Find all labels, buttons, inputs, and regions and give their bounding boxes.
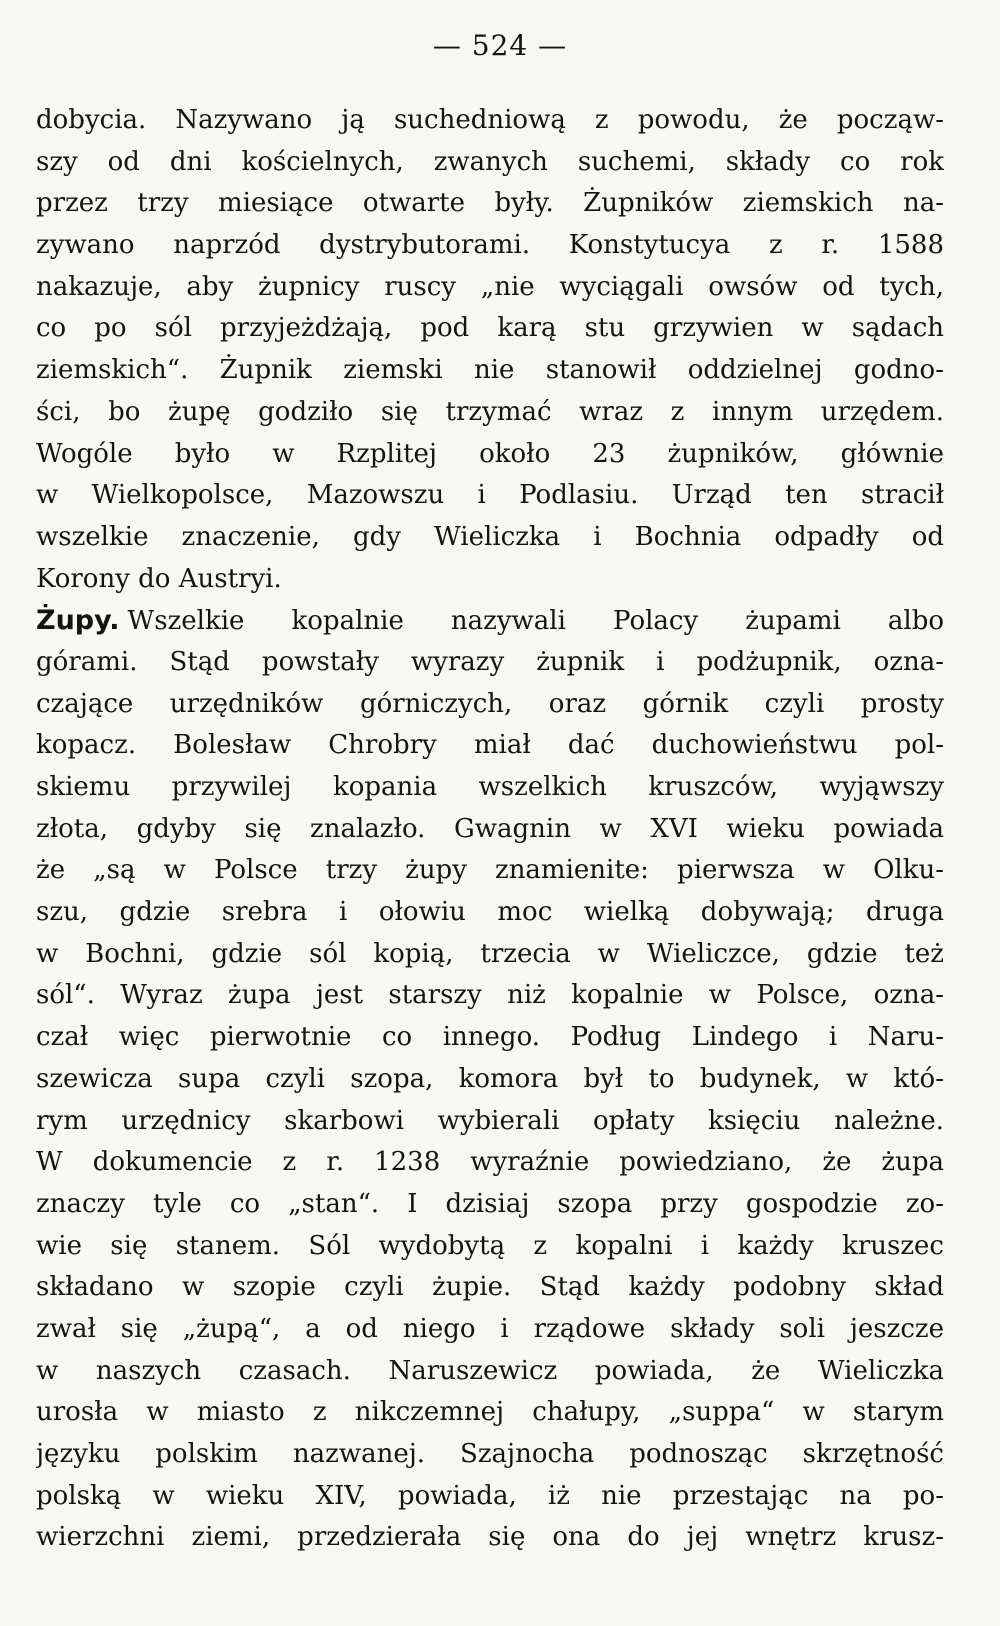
text-line: języku polskim nazwanej. Szajnocha podnosząc skrzętność (36, 1439, 944, 1469)
text-line: Wszelkie kopalnie nazywali Polacy żupami albo (127, 606, 944, 637)
text-line: wie się stanem. Sól wydobytą z kopalni i każdy kruszec (36, 1230, 944, 1261)
text-line: znaczy tyle co „stan“. I dzisiaj szopa przy gospodzie zo- (36, 1188, 944, 1219)
text-line: złota, gdyby się znalazło. Gwagnin w XVI wieku powiada (36, 813, 944, 844)
text-line: dobycia. Nazywano ją suchedniową z powodu, że począw- (36, 105, 944, 135)
text-line: w Bochni, gdzie sól kopią, trzecia w Wieliczce, gdzie też (36, 938, 944, 969)
text-line: szu, gdzie srebra i ołowiu moc wielką dobywają; druga (36, 897, 944, 928)
text-line: wszelkie znaczenie, gdy Wieliczka i Bochnia odpadły od (36, 521, 944, 552)
text-line: przez trzy miesiące otwarte były. Żupników ziemskich na- (36, 188, 944, 219)
text-line: nakazuje, aby żupnicy ruscy „nie wyciągali owsów od tych, (36, 271, 944, 302)
text-line: kopacz. Bolesław Chrobry miał dać duchowieństwu pol- (36, 730, 944, 761)
text-line: W dokumencie z r. 1238 wyraźnie powiedziano, że żupa (36, 1147, 944, 1178)
text-line: sól“. Wyraz żupa jest starszy niż kopalnie w Polsce, ozna- (36, 980, 944, 1011)
text-line: w naszych czasach. Naruszewicz powiada, że Wieliczka (36, 1355, 944, 1386)
text-line: co po sól przyjeżdżają, pod karą stu grzywien w sądach (36, 313, 944, 344)
section-heading: Żupy. (36, 605, 120, 637)
text-line: że „są w Polsce trzy żupy znamienite: pierwsza w Olku- (36, 855, 944, 886)
text-line: ści, bo żupę godziło się trzymać wraz z innym urzędem. (36, 396, 944, 427)
text-line: szewicza supa czyli szopa, komora był to budynek, w któ- (36, 1063, 944, 1094)
text-line: ziemskich“. Żupnik ziemski nie stanowił oddzielnej godno- (36, 355, 944, 386)
text-line: w Wielkopolsce, Mazowszu i Podlasiu. Urząd ten stracił (36, 480, 944, 511)
text-line: górami. Stąd powstały wyrazy żupnik i podżupnik, ozna- (36, 646, 944, 677)
body-text (36, 100, 944, 1559)
text-line: skiemu przywilej kopania wszelkich kruszców, wyjąwszy (36, 772, 944, 802)
text-line: rym urzędnicy skarbowi wybierali opłaty księciu należne. (36, 1105, 944, 1136)
text-line: czał więc pierwotnie co innego. Podług Lindego i Naru- (36, 1022, 944, 1053)
text-line: szy od dni kościelnych, zwanych suchemi, składy co rok (36, 146, 944, 177)
text-line: składano w szopie czyli żupie. Stąd każdy podobny skład (36, 1272, 944, 1303)
text-line: zwał się „żupą“, a od niego i rządowe składy soli jeszcze (36, 1313, 944, 1344)
text-line: zywano naprzód dystrybutorami. Konstytucya z r. 1588 (36, 230, 944, 261)
page-number: — 524 — (432, 29, 568, 62)
text-line: wierzchni ziemi, przedzierała się ona do jej wnętrz krusz- (36, 1522, 944, 1553)
text-line: polską w wieku XIV, powiada, iż nie przestając na po- (36, 1480, 944, 1511)
text-line: Korony do Austryi. (36, 563, 282, 594)
text-line: czające urzędników górniczych, oraz górnik czyli prosty (36, 688, 944, 719)
text-line: urosła w miasto z nikczemnej chałupy, „suppa“ w starym (36, 1397, 944, 1428)
text-line-with-heading (36, 600, 944, 642)
text-line: Wogóle było w Rzplitej około 23 żupników, głównie (36, 438, 944, 469)
